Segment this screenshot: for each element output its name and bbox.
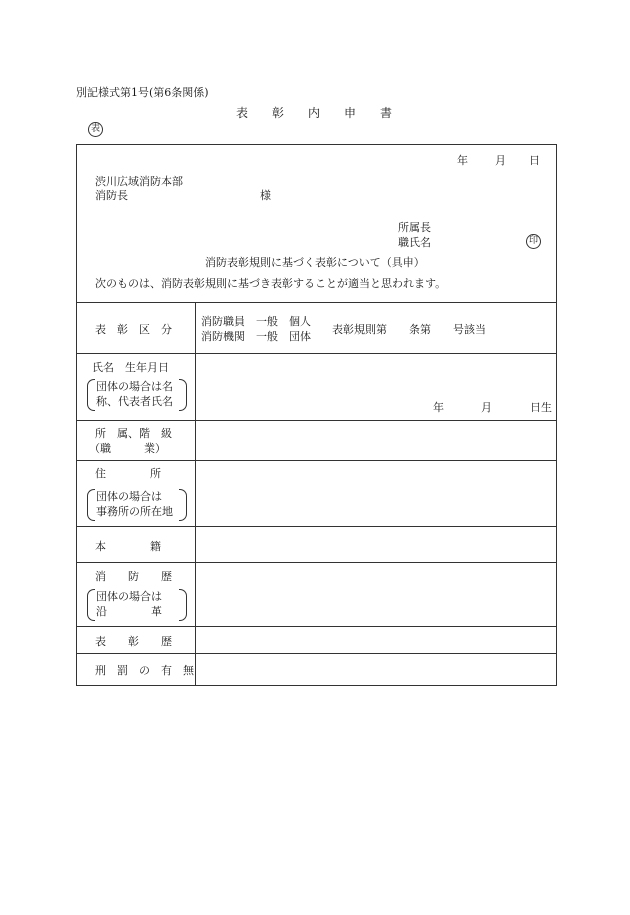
birth-day: 日生 [530, 401, 552, 414]
award-category-label: 表 彰 区 分 [95, 323, 172, 336]
date-month: 月 [495, 154, 506, 167]
front-mark-icon: 表 [88, 122, 103, 137]
birth-month: 月 [481, 401, 492, 414]
award-category-line2: 消防機関 一般 団体 [201, 330, 311, 343]
fire-history-note-line1: 団体の場合は [96, 590, 162, 603]
penalty-label: 刑 罰 の 有 無 [95, 664, 194, 677]
occupation-label: （職 業） [89, 442, 166, 455]
date-year: 年 [457, 154, 468, 167]
fire-history-label: 消 防 歴 [95, 570, 172, 583]
affiliation-label: 所 属、階 級 [95, 427, 172, 440]
name-note-line2: 称、代表者氏名 [96, 395, 173, 408]
award-history-label: 表 彰 歴 [95, 635, 172, 648]
birth-year: 年 [433, 401, 444, 414]
date-day: 日 [529, 154, 540, 167]
fire-history-note-line2: 沿 革 [96, 605, 162, 618]
addressee-title: 消防長 [95, 189, 128, 202]
sender-name: 職氏名 [398, 236, 431, 249]
sender-office: 所属長 [398, 221, 431, 234]
name-label: 氏名 生年月日 [92, 361, 169, 374]
addressee-org: 渋川広域消防本部 [95, 175, 183, 188]
name-note-line1: 団体の場合は名 [96, 380, 173, 393]
address-label: 住 所 [95, 467, 161, 480]
address-note-line1: 団体の場合は [96, 490, 162, 503]
award-category-line1: 消防職員 一般 個人 [201, 315, 311, 328]
seal-icon: 印 [526, 234, 541, 249]
body-text: 次のものは、消防表彰規則に基づき表彰することが適当と思われます。 [95, 277, 447, 290]
subject-line: 消防表彰規則に基づく表彰について（具申） [205, 256, 425, 269]
domicile-label: 本 籍 [95, 540, 161, 553]
form-number: 別記様式第1号(第6条関係) [76, 86, 209, 99]
page-title: 表 彰 内 申 書 [236, 106, 393, 120]
award-rule: 表彰規則第 条第 号該当 [332, 323, 486, 336]
fire-history-note [87, 589, 187, 621]
address-note-line2: 事務所の所在地 [96, 505, 173, 518]
name-note [87, 379, 187, 411]
application-form [76, 144, 557, 686]
honorific: 様 [260, 189, 271, 202]
address-note [87, 489, 187, 521]
